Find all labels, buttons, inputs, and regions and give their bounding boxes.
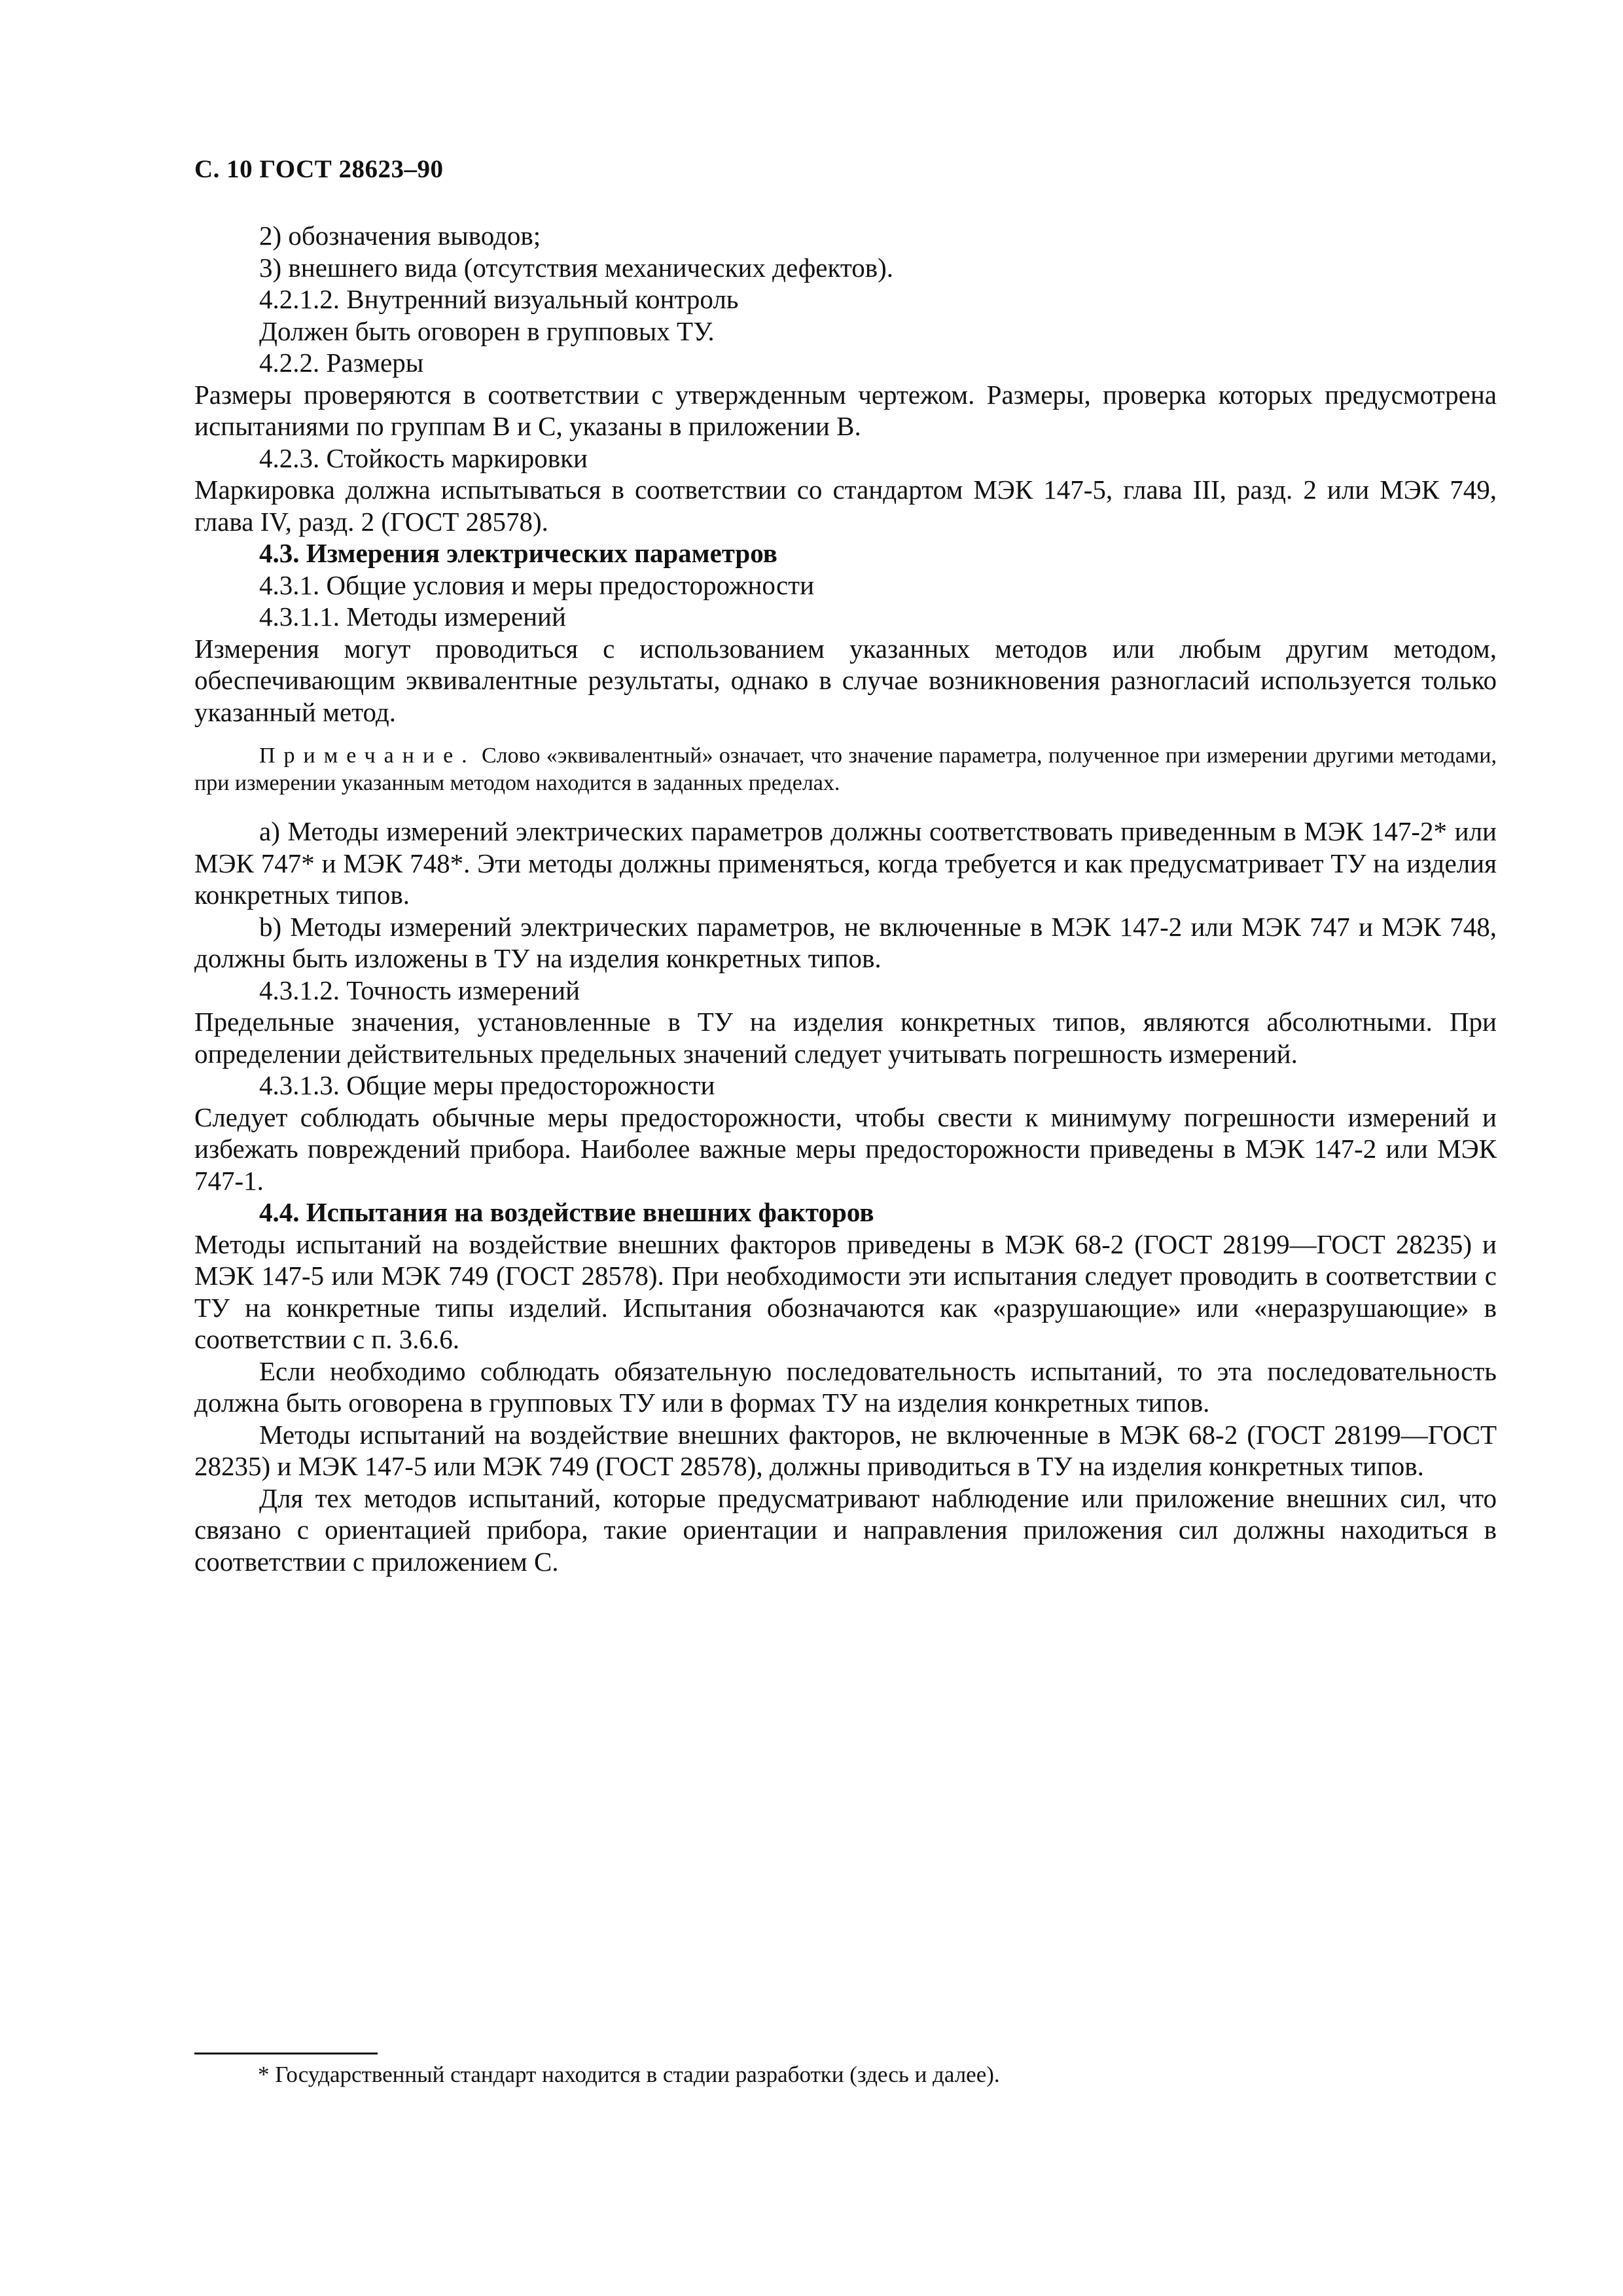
footnote-divider [194,2053,378,2054]
paragraph: Методы испытаний на воздействие внешних факторов, не включенные в МЭК 68-2 (ГОСТ 28199—ГОСТ 28235) и МЭК 147-5 или МЭК 749 (ГОСТ 28578), должны приводиться в ТУ на изделия конкретных типов. [194,1419,1497,1481]
section-heading: 4.3.1. Общие условия и меры предосторожности [259,569,815,600]
list-item: 2) обозначения выводов; [259,221,541,251]
list-item: b) Методы измерений электрических параметров, не включенные в МЭК 147-2 или МЭК 747 и МЭК 748, должны быть изложены в ТУ на изделия конкретных типов. [194,911,1497,973]
paragraph: Если необходимо соблюдать обязательную последовательность испытаний, то эта последовательность должна быть оговорена в групповых ТУ или в формах ТУ на изделия конкретных типов. [194,1355,1497,1418]
section-heading: 4.3.1.3. Общие меры предосторожности [259,1070,715,1100]
page-header: С. 10 ГОСТ 28623–90 [194,155,444,183]
list-item: 3) внешнего вида (отсутствия механических дефектов). [259,252,894,283]
section-heading: 4.2.2. Размеры [259,348,424,378]
paragraph: Размеры проверяются в соответствии с утвержденным чертежом. Размеры, проверка которых предусмотрена испытаниями по группам В и С, указаны в приложении В. [194,379,1497,441]
document-body [194,220,1497,1577]
note-text: Слово «эквивалентный» означает, что значение параметра, полученное при измерении другими методами, при измерении указанным методом находится в заданных пределах. [194,744,1497,795]
section-heading-bold: 4.3. Измерения электрических параметров [259,538,777,568]
list-item: a) Методы измерений электрических параметров должны соответствовать приведенным в МЭК 147-2* или МЭК 747* и МЭК 748*. Эти методы должны применяться, когда требуется и как предусматривает ТУ на изделия конкретных типов. [194,816,1497,910]
paragraph: Для тех методов испытаний, которые предусматривают наблюдение или приложение внешних сил, что связано с ориентацией прибора, такие ориентации и направления приложения сил должны находиться в соответствии с приложением С. [194,1482,1497,1577]
section-heading: 4.3.1.1. Методы измерений [259,601,566,632]
paragraph: Методы испытаний на воздействие внешних факторов приведены в МЭК 68-2 (ГОСТ 28199—ГОСТ 28235) и МЭК 147-5 или МЭК 749 (ГОСТ 28578). При необходимости эти испытания следует проводить в соответствии с ТУ на конкретные типы изделий. Испытания обозначаются как «разрушающие» или «неразрушающие» в соответствии с п. 3.6.6. [194,1229,1497,1354]
section-heading: 4.2.1.2. Внутренний визуальный контроль [259,284,739,314]
paragraph: Маркировка должна испытываться в соответствии со стандартом МЭК 147-5, глава III, разд. 2 или МЭК 749, глава IV, разд. 2 (ГОСТ 28578). [194,475,1497,537]
section-heading: 4.2.3. Стойкость маркировки [259,442,588,473]
footnote: * Государственный стандарт находится в стадии разработки (здесь и далее). [258,2062,1000,2087]
note [194,742,1497,797]
section-heading-bold: 4.4. Испытания на воздействие внешних факторов [259,1197,874,1227]
paragraph: Следует соблюдать обычные меры предосторожности, чтобы свести к минимуму погрешности измерений и избежать повреждений прибора. Наиболее важные меры предосторожности приведены в МЭК 147-2 или МЭК 747-1. [194,1102,1497,1196]
section-heading: 4.3.1.2. Точность измерений [259,975,580,1005]
paragraph: Измерения могут проводиться с использованием указанных методов или любым другим методом, обеспечивающим эквивалентные результаты, однако в случае возникновения разногласий используется только указанный метод. [194,633,1497,727]
paragraph: Предельные значения, установленные в ТУ на изделия конкретных типов, являются абсолютными. При определении действительных предельных значений следует учитывать погрешность измерений. [194,1007,1497,1069]
note-label: Примечание. [259,744,476,768]
paragraph: Должен быть оговорен в групповых ТУ. [259,315,715,346]
